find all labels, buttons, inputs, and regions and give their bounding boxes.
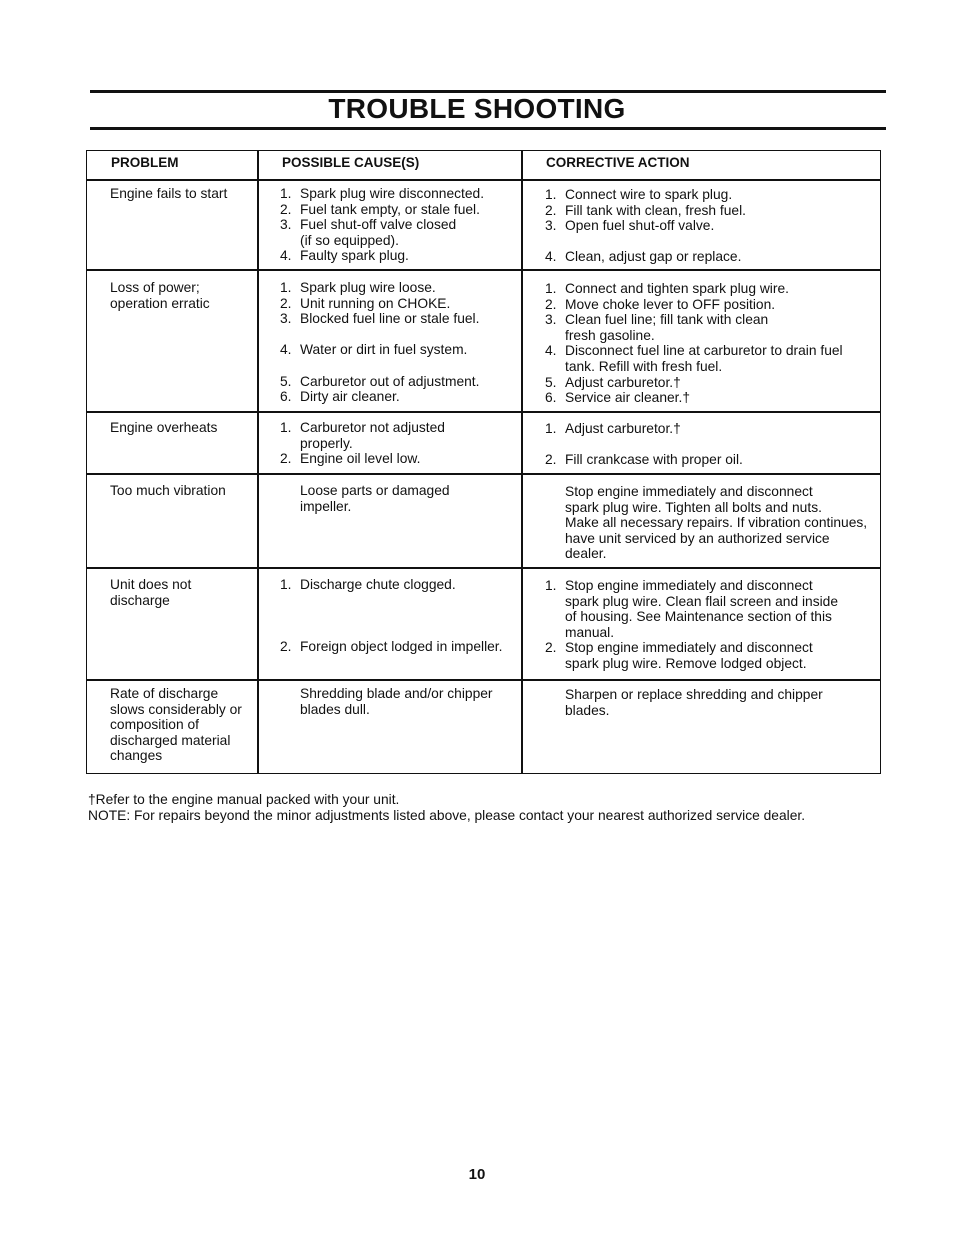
row-separator: [86, 473, 881, 475]
item-text: Blocked fuel line or stale fuel.: [300, 311, 480, 327]
cause-line: [280, 451, 420, 467]
footnote: †Refer to the engine manual packed with your unit.: [88, 792, 400, 807]
item-number: 2.: [545, 640, 557, 656]
item-text: Fuel tank empty, or stale fuel.: [300, 201, 480, 217]
row-separator: [86, 679, 881, 681]
item-text: Clean fuel line; fill tank with clean: [565, 312, 769, 328]
item-text: blades.: [565, 702, 610, 718]
page-title: TROUBLE SHOOTING: [328, 93, 626, 124]
cause-line: [280, 686, 493, 702]
item-text: have unit serviced by an authorized service: [565, 530, 830, 546]
problem-text: slows considerably or: [110, 701, 242, 717]
problem-text: Engine fails to start: [110, 186, 228, 201]
item-number: 1.: [545, 187, 557, 202]
action-line: [545, 421, 681, 437]
action-line: [545, 452, 743, 468]
item-text: fresh gasoline.: [565, 327, 655, 343]
cause-line: [280, 436, 353, 452]
header-problem: PROBLEM: [111, 155, 179, 170]
action-line: [545, 500, 822, 516]
action-line: [545, 375, 681, 391]
item-number: 1.: [280, 280, 292, 295]
item-number: 2.: [280, 201, 292, 217]
problem-text: Loss of power;: [110, 280, 200, 295]
action-line: [545, 281, 789, 297]
item-text: Fill crankcase with proper oil.: [565, 452, 743, 468]
item-text: of housing. See Maintenance section of this: [565, 609, 832, 625]
item-text: Fuel shut-off valve closed: [300, 217, 457, 233]
cause-line: [280, 577, 456, 593]
cause-line: [280, 702, 370, 718]
cause-line: [280, 233, 399, 249]
item-number: 5.: [280, 373, 292, 389]
title-rule-bottom: [90, 127, 886, 130]
item-text: Carburetor out of adjustment.: [300, 373, 480, 389]
item-number: 6.: [545, 390, 557, 406]
header-possible-causes: POSSIBLE CAUSE(S): [282, 155, 420, 170]
action-line: [545, 609, 832, 625]
cause-line: [280, 483, 450, 499]
cause-line: [280, 280, 436, 296]
action-line: [545, 328, 655, 344]
header-corrective-action: CORRECTIVE ACTION: [546, 155, 690, 170]
item-text: Dirty air cleaner.: [300, 389, 400, 405]
cause-line: [280, 342, 467, 358]
item-text: impeller.: [300, 498, 352, 514]
action-line: [545, 359, 722, 375]
action-line: [545, 187, 732, 203]
action-line: [545, 687, 823, 703]
problem-text: Engine overheats: [110, 420, 218, 435]
problem-text: composition of: [110, 717, 199, 733]
problem-text: Unit does not: [110, 577, 192, 592]
item-number: 2.: [545, 202, 557, 218]
item-text: Carburetor not adjusted: [300, 420, 445, 435]
problem-text: discharge: [110, 592, 170, 608]
item-number: 2.: [280, 295, 292, 311]
item-number: 4.: [545, 249, 557, 265]
cause-line: [280, 248, 409, 264]
item-number: 1.: [545, 578, 557, 593]
item-number: 3.: [545, 218, 557, 234]
problem-text: operation erratic: [110, 295, 210, 311]
problem-text: Too much vibration: [110, 483, 226, 498]
item-number: 1.: [545, 281, 557, 296]
item-text: Clean, adjust gap or replace.: [565, 249, 742, 265]
item-number: 2.: [280, 451, 292, 467]
item-text: Stop engine immediately and disconnect: [565, 640, 813, 656]
item-text: blades dull.: [300, 701, 370, 717]
page-number: 10: [468, 1166, 486, 1183]
item-number: 4.: [280, 342, 292, 358]
cause-line: [280, 420, 445, 436]
item-text: Engine oil level low.: [300, 451, 421, 467]
item-text: Spark plug wire disconnected.: [300, 186, 485, 201]
item-number: 1.: [280, 577, 292, 592]
item-number: 2.: [280, 639, 292, 655]
cause-line: [280, 202, 480, 218]
item-text: tank. Refill with fresh fuel.: [565, 359, 723, 374]
item-text: Move choke lever to OFF position.: [565, 296, 776, 312]
row-separator: [86, 269, 881, 271]
item-number: 2.: [545, 452, 557, 468]
action-line: [545, 343, 843, 359]
item-text: Service air cleaner.†: [565, 390, 691, 406]
action-line: [545, 594, 838, 610]
action-line: [545, 249, 741, 265]
problem-text: Rate of discharge: [110, 686, 219, 701]
item-text: Water or dirt in fuel system.: [300, 342, 468, 358]
item-text: Discharge chute clogged.: [300, 577, 456, 592]
item-text: Unit running on CHOKE.: [300, 295, 451, 311]
problem-text: discharged material: [110, 732, 231, 748]
item-text: Spark plug wire loose.: [300, 280, 436, 295]
item-text: Connect and tighten spark plug wire.: [565, 281, 789, 296]
item-text: Connect wire to spark plug.: [565, 187, 733, 202]
cause-line: [280, 186, 484, 202]
item-number: 1.: [280, 420, 292, 435]
row-separator: [86, 411, 881, 413]
cause-line: [280, 499, 351, 515]
cause-line: [280, 374, 479, 390]
item-number: 2.: [545, 296, 557, 312]
action-line: [545, 390, 690, 406]
action-line: [545, 312, 768, 328]
item-number: 3.: [280, 217, 292, 233]
action-line: [545, 484, 813, 500]
header-separator: [86, 179, 881, 181]
action-line: [545, 656, 807, 672]
cause-line: [280, 639, 502, 655]
action-line: [545, 297, 775, 313]
item-text: spark plug wire. Tighten all bolts and nuts.: [565, 499, 822, 515]
action-line: [545, 531, 830, 547]
cause-line: [280, 217, 456, 233]
item-number: 4.: [280, 248, 292, 264]
item-text: Foreign object lodged in impeller.: [300, 639, 503, 655]
item-text: spark plug wire. Remove lodged object.: [565, 656, 807, 671]
item-number: 3.: [280, 311, 292, 327]
item-text: Adjust carburetor.†: [565, 374, 681, 390]
item-text: dealer.: [565, 546, 607, 562]
item-number: 1.: [545, 421, 557, 436]
item-number: 3.: [545, 312, 557, 328]
action-line: [545, 218, 714, 234]
action-line: [545, 203, 746, 219]
item-text: Disconnect fuel line at carburetor to drain fuel: [565, 343, 843, 359]
item-text: (if so equipped).: [300, 232, 399, 248]
item-text: Shredding blade and/or chipper: [300, 686, 493, 701]
item-text: spark plug wire. Clean flail screen and inside: [565, 593, 839, 609]
item-text: Fill tank with clean, fresh fuel.: [565, 202, 746, 218]
item-text: Sharpen or replace shredding and chipper: [565, 687, 823, 702]
item-text: Stop engine immediately and disconnect: [565, 484, 813, 499]
note: NOTE: For repairs beyond the minor adjustments listed above, please contact your nearest authorized service dealer.: [88, 808, 806, 823]
action-line: [545, 578, 813, 594]
item-number: 1.: [280, 186, 292, 201]
item-text: Open fuel shut-off valve.: [565, 218, 715, 234]
cause-line: [280, 296, 450, 312]
action-line: [545, 703, 610, 719]
item-text: Faulty spark plug.: [300, 248, 409, 264]
item-text: Stop engine immediately and disconnect: [565, 578, 813, 593]
cause-line: [280, 311, 479, 327]
action-line: [545, 515, 867, 531]
item-text: manual.: [565, 624, 615, 640]
cause-line: [280, 389, 400, 405]
item-text: Make all necessary repairs. If vibration continues,: [565, 515, 868, 531]
action-line: [545, 640, 813, 656]
action-line: [545, 546, 606, 562]
problem-text: changes: [110, 748, 163, 764]
item-number: 4.: [545, 343, 557, 359]
item-number: 5.: [545, 374, 557, 390]
item-text: properly.: [300, 435, 353, 451]
row-separator: [86, 567, 881, 569]
item-number: 6.: [280, 389, 292, 405]
item-text: Adjust carburetor.†: [565, 421, 681, 436]
action-line: [545, 625, 614, 641]
item-text: Loose parts or damaged: [300, 483, 450, 498]
